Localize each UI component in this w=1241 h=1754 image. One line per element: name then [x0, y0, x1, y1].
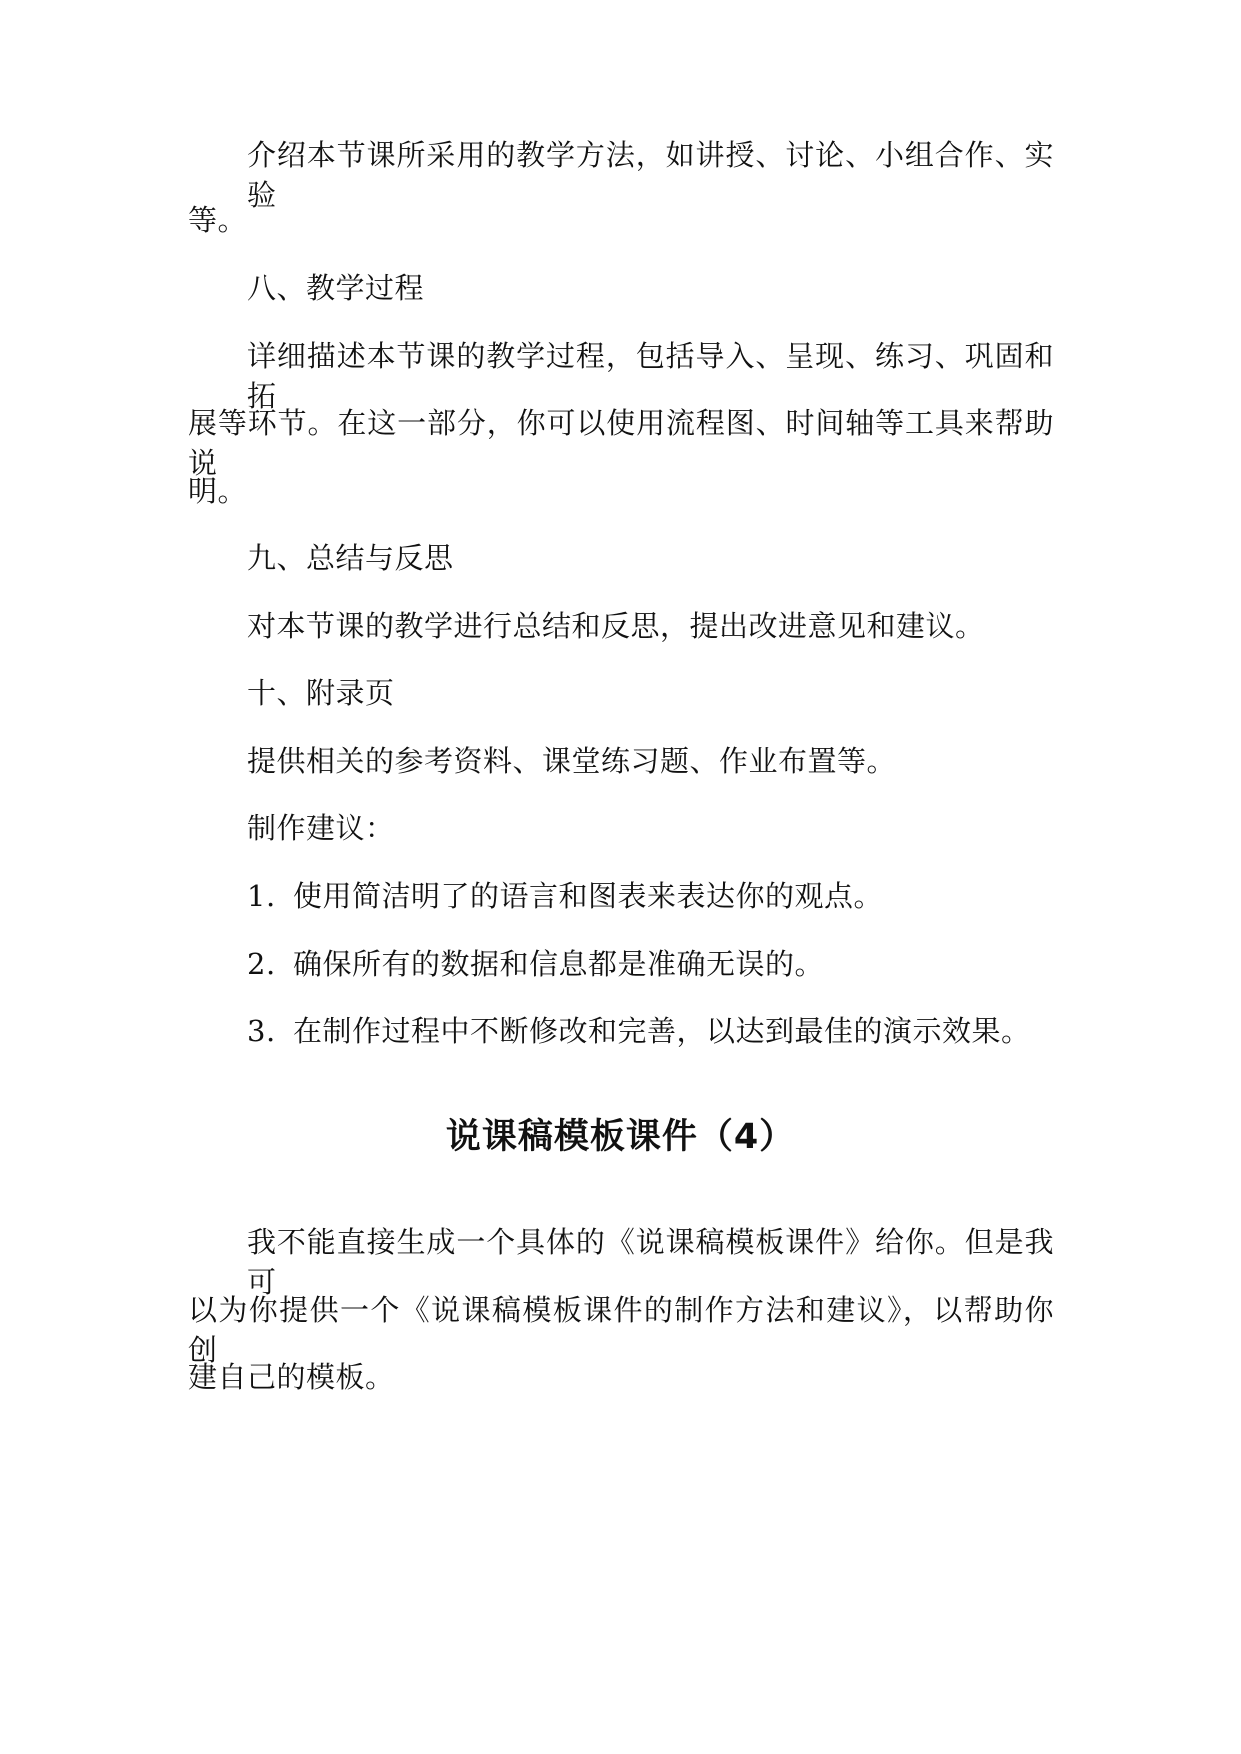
suggestion-item-3	[0, 1011, 1241, 1051]
appendix-paragraph: 提供相关的参考资料、课堂练习题、作业布置等。	[247, 744, 897, 778]
suggestion-number: 3.	[247, 1014, 276, 1048]
process-paragraph-line3: 明。	[188, 474, 248, 508]
section-8-title: 八、教学过程	[247, 271, 425, 305]
section-10-title: 十、附录页	[247, 676, 395, 710]
suggestion-text: 在制作过程中不断修改和完善，以达到最佳的演示效果。	[293, 1014, 1031, 1048]
process-paragraph-line2: 展等环节。在这一部分，你可以使用流程图、时间轴等工具来帮助说	[188, 406, 1054, 480]
methods-paragraph-line1: 介绍本节课所采用的教学方法，如讲授、讨论、小组合作、实验	[247, 138, 1054, 212]
intro-paragraph-line2: 以为你提供一个《说课稿模板课件的制作方法和建议》，以帮助你创	[188, 1293, 1054, 1367]
suggestion-number: 1.	[247, 879, 276, 913]
suggestion-number: 2.	[247, 947, 276, 981]
section-heading: 说课稿模板课件（4）	[445, 1117, 796, 1157]
suggestion-item-1	[0, 876, 1241, 916]
suggestions-title: 制作建议：	[247, 811, 395, 845]
section-9-title: 九、总结与反思	[247, 541, 454, 575]
methods-paragraph-line2: 等。	[188, 203, 248, 237]
intro-paragraph-line3: 建自己的模板。	[188, 1360, 395, 1394]
intro-paragraph-line1: 我不能直接生成一个具体的《说课稿模板课件》给你。但是我可	[247, 1225, 1054, 1299]
suggestion-text: 使用简洁明了的语言和图表来表达你的观点。	[293, 879, 884, 913]
summary-paragraph: 对本节课的教学进行总结和反思，提出改进意见和建议。	[247, 609, 985, 643]
suggestion-item-2	[0, 944, 1241, 984]
suggestion-text: 确保所有的数据和信息都是准确无误的。	[293, 947, 825, 981]
process-paragraph-line1: 详细描述本节课的教学过程，包括导入、呈现、练习、巩固和拓	[247, 339, 1054, 413]
